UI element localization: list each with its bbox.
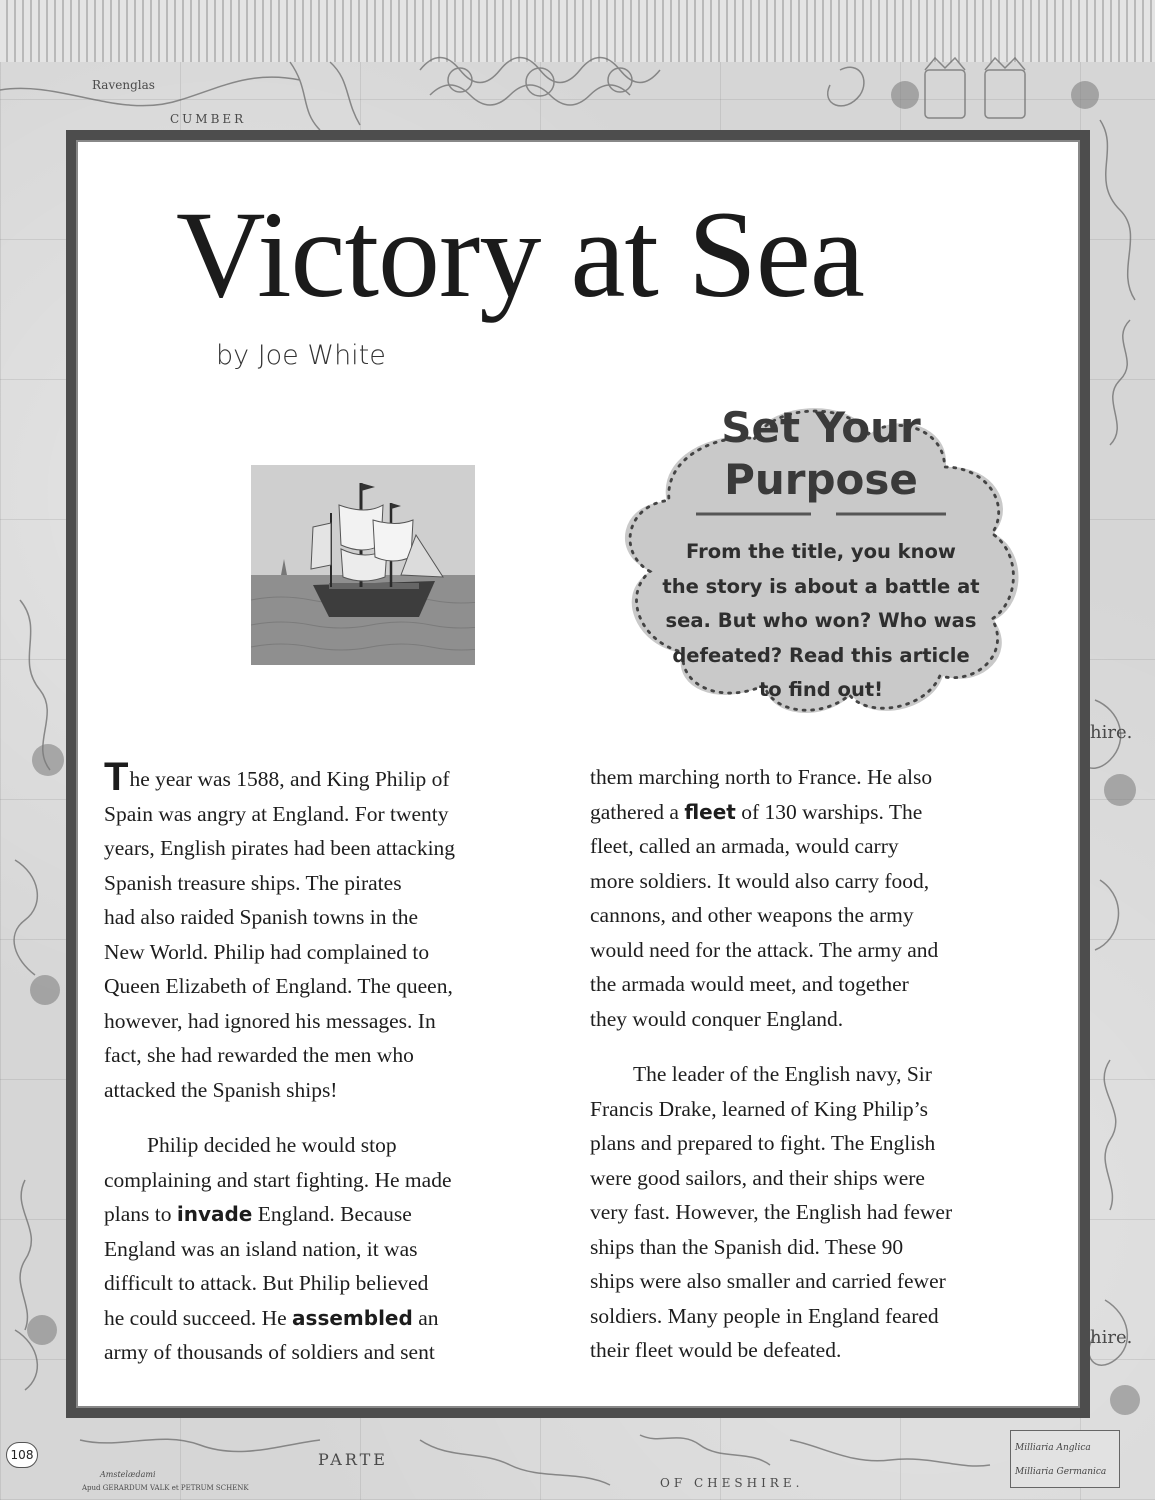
article-line: had also raided Spanish towns in the	[104, 905, 419, 929]
article-line: they would conquer England.	[590, 1006, 844, 1031]
vocab-word-invade: invade	[176, 1202, 253, 1226]
map-label-hire-bottom: hire.	[1090, 1327, 1133, 1348]
article-line: them marching north to France. He also	[590, 765, 933, 789]
article-line: however, had ignored his messages. In	[104, 1008, 436, 1033]
article-text: England. Because	[252, 1202, 412, 1226]
map-label-hire-top: hire.	[1090, 722, 1133, 743]
article-line: fleet, called an armada, would carry	[590, 834, 899, 858]
article-line	[104, 1197, 544, 1232]
map-label-publisher: Apud GERARDUM VALK et PETRUM SCHENK	[82, 1484, 249, 1492]
article-line: plans and prepared to fight. The English	[590, 1131, 936, 1155]
map-label-cumber: CUMBER	[170, 112, 247, 126]
article-line: England was an island nation, it was	[104, 1236, 418, 1261]
article-line: would need for the attack. The army and	[590, 937, 939, 962]
byline: by Joe White	[216, 340, 386, 371]
article-line	[590, 795, 1030, 830]
article-text: of 130 warships. The	[735, 799, 923, 824]
map-label-parte: PARTE	[318, 1450, 388, 1469]
article-text: he could succeed. He	[104, 1305, 293, 1330]
article-line: years, English pirates had been attacking	[104, 836, 456, 860]
article-line: Queen Elizabeth of England. The queen,	[104, 974, 453, 998]
article-panel	[66, 130, 1090, 1418]
article-line: the armada would meet, and together	[590, 972, 909, 996]
article-text: plans to	[104, 1202, 177, 1226]
article-text: gathered a	[590, 799, 685, 824]
article-column-left	[104, 755, 544, 1370]
article-line: army of thousands of soldiers and sent	[104, 1340, 435, 1364]
article-text: an	[412, 1305, 439, 1330]
article-line: Philip decided he would stop	[147, 1133, 397, 1157]
vocab-word-assembled: assembled	[292, 1305, 413, 1330]
page-number: 108	[6, 1442, 38, 1468]
article-line: fact, she had rewarded the men who	[104, 1043, 414, 1067]
vocab-word-fleet: fleet	[684, 799, 736, 824]
ship-illustration-icon	[251, 465, 475, 665]
map-label-ravenglas: Ravenglas	[92, 78, 155, 92]
article-line: ships than the Spanish did. These 90	[590, 1234, 904, 1259]
map-label-amsterdam: Amstelædami	[100, 1470, 156, 1479]
article-line: attacked the Spanish ships!	[104, 1077, 338, 1102]
article-line	[104, 1301, 544, 1336]
purpose-text-line: sea. But who won? Who was	[665, 609, 977, 632]
article-line: Spain was angry at England. For twenty	[104, 801, 449, 826]
purpose-title-line: Purpose	[724, 455, 918, 504]
drop-cap: T	[104, 755, 129, 799]
map-scale-legend	[1010, 1430, 1120, 1488]
article-column-right	[590, 760, 1030, 1368]
article-line: Spanish treasure ships. The pirates	[104, 870, 402, 895]
scale-label-germanica: Milliaria Germanica	[1015, 1467, 1107, 1477]
purpose-box-text	[641, 535, 1001, 708]
article-line: Francis Drake, learned of King Philip’s	[590, 1096, 928, 1121]
map-label-of-cheshire: OF CHESHIRE.	[660, 1476, 804, 1490]
article-line: complaining and start fighting. He made	[104, 1167, 452, 1192]
article-line: difficult to attack. But Philip believed	[104, 1271, 429, 1295]
article-line: New World. Philip had complained to	[104, 939, 430, 964]
scale-label-anglica: Milliaria Anglica	[1015, 1443, 1091, 1453]
article-line: their fleet would be defeated.	[590, 1338, 842, 1362]
article-line: cannons, and other weapons the army	[590, 903, 914, 927]
purpose-title-line: Set Your	[721, 403, 921, 452]
article-line: The leader of the English navy, Sir	[633, 1062, 932, 1086]
ship-photo	[251, 465, 475, 665]
article-text: he year was 1588, and King Philip of	[129, 767, 450, 791]
purpose-text-line: From the title, you know	[686, 540, 956, 563]
purpose-text-line: to find out!	[758, 678, 884, 701]
article-line: ships were also smaller and carried fewer	[590, 1269, 946, 1293]
article-line: very fast. However, the English had fewer	[590, 1200, 953, 1224]
purpose-text-line: the story is about a battle at	[662, 574, 980, 598]
article-line: more soldiers. It would also carry food,	[590, 868, 930, 893]
article-line: were good sailors, and their ships were	[590, 1165, 925, 1190]
article-line	[104, 755, 544, 799]
purpose-box-title	[626, 402, 1016, 506]
article-title: Victory at Sea	[176, 186, 864, 323]
purpose-text-line: defeated? Read this article	[672, 643, 970, 667]
article-line: soldiers. Many people in England feared	[590, 1303, 939, 1328]
